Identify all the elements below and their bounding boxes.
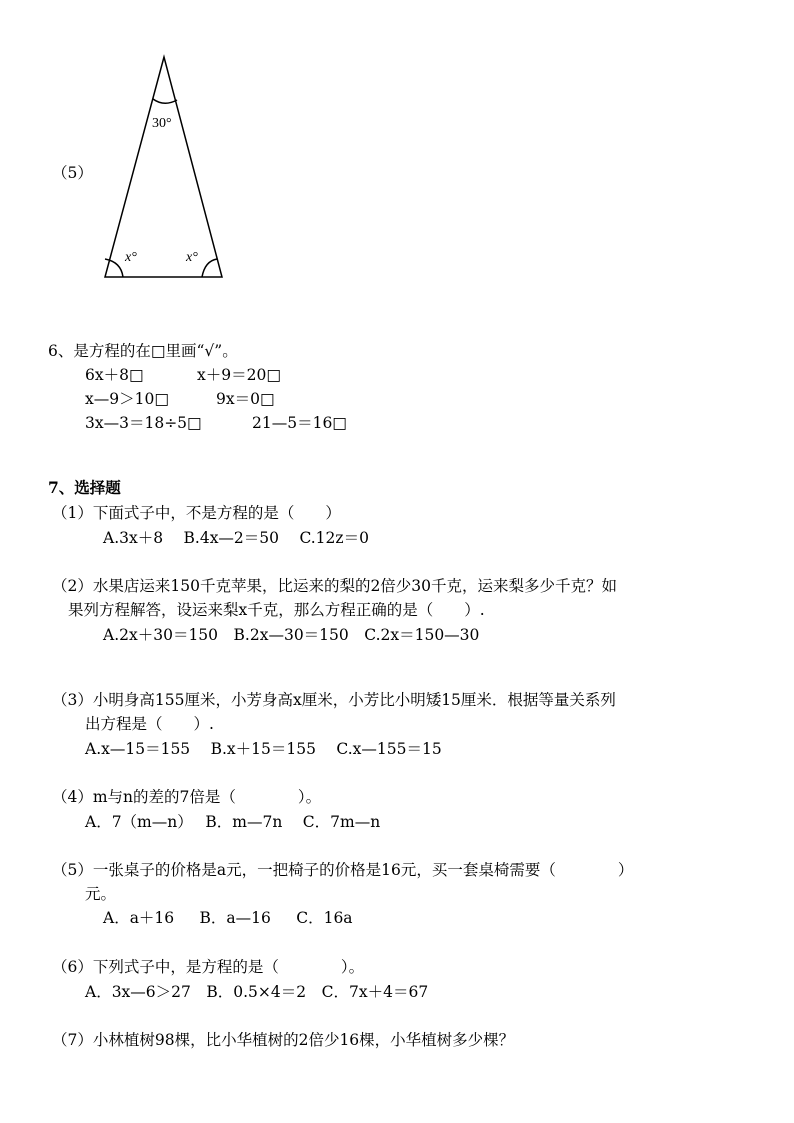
q7-item6-line1: （6）下列式子中，是方程的是（ ）。 [52,958,365,976]
q6-row1-eq2: x＋9＝20□ [197,366,281,384]
q7-item5-line1: （5）一张桌子的价格是a元，一把椅子的价格是16元，买一套桌椅需要（ ） [52,861,634,879]
figure-label: （5） [52,164,93,182]
q6-row3-eq2: 21—5＝16□ [252,414,347,432]
q7-item2-line1: （2）水果店运来150千克苹果，比运来的梨的2倍少30千克，运来梨多少千克？如 [52,577,618,595]
right-angle-arc [202,259,217,277]
q6-title: 6、是方程的在□里画“√”。 [48,342,238,360]
q7-item6-options: A．3x—6＞27 B．0.5×4＝2 C．7x＋4＝67 [85,983,429,1001]
q7-title: 7、选择题 [48,478,121,497]
q7-item4-line1: （4）m与n的差的7倍是（ ）。 [52,788,322,806]
q7-item2-options: A.2x＋30＝150 B.2x—30＝150 C.2x＝150—30 [103,626,480,644]
apex-angle-arc [153,99,177,103]
q7-item1-line1: （1）下面式子中，不是方程的是（ ） [52,504,341,522]
q6-row2-eq1: x—9＞10□ [85,390,169,408]
q7-item7-line1: （7）小林植树98棵，比小华植树的2倍少16棵，小华植树多少棵？ [52,1031,515,1049]
apex-angle-label: 30° [152,116,172,131]
q7-item3-line1: （3）小明身高155厘米，小芳身高x厘米，小芳比小明矮15厘米．根据等量关系列 [52,691,616,709]
left-angle-label: x° [125,250,137,265]
triangle-outline [105,57,222,277]
q7-item5-options: A．a＋16 B．a—16 C．16a [103,909,353,927]
q6-row1-eq1: 6x＋8□ [85,366,144,384]
isosceles-triangle-figure [0,0,794,300]
q7-item4-options: A．7（m—n） B．m—7n C．7m—n [85,813,381,831]
q6-row3-eq1: 3x—3＝18÷5□ [85,414,202,432]
q7-item3-line2: 出方程是（ ）. [85,715,214,733]
q7-item1-options: A.3x＋8 B.4x—2＝50 C.12z＝0 [103,529,369,547]
right-angle-label: x° [186,250,198,265]
q7-item5-line2: 元。 [85,885,117,903]
q7-item3-options: A.x—15＝155 B.x＋15＝155 C.x—155＝15 [85,740,442,758]
q6-row2-eq2: 9x＝0□ [216,390,275,408]
q7-item2-line2: 果列方程解答，设运来梨x千克，那么方程正确的是（ ）. [68,601,485,619]
